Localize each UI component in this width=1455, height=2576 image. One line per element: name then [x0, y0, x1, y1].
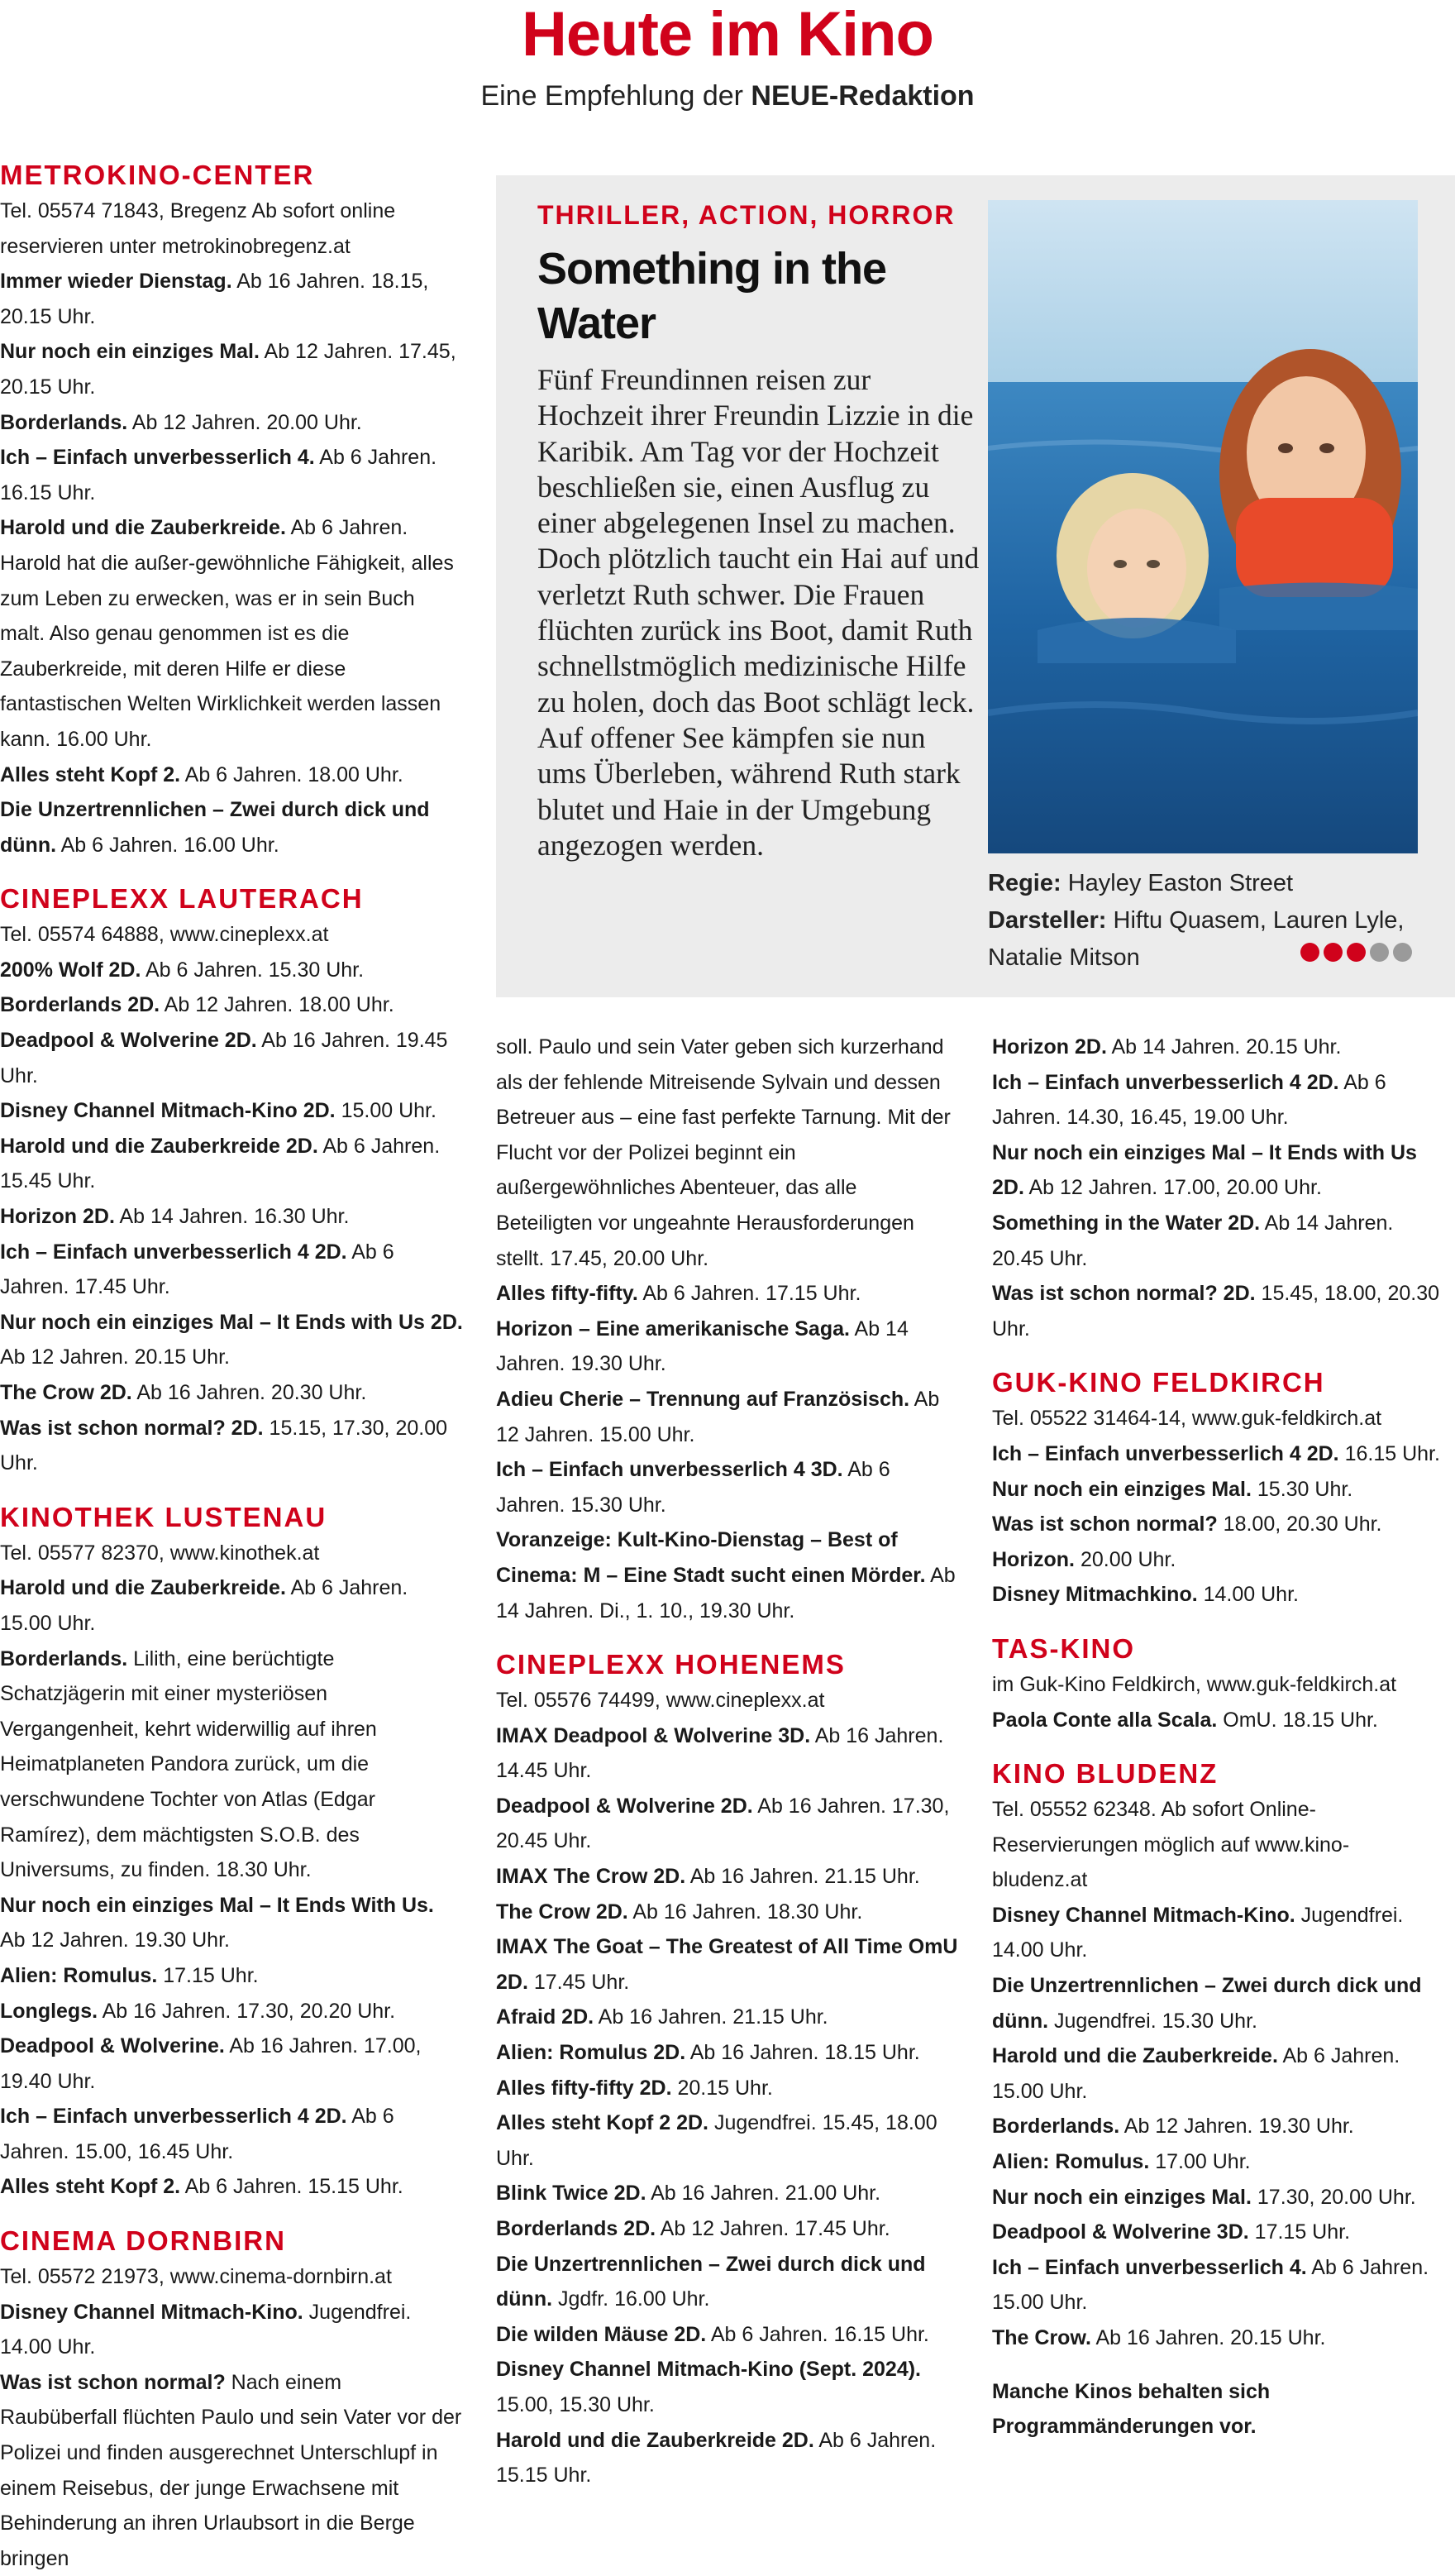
film-listing [496, 1895, 959, 1930]
film-details: Ab 16 Jahren. 21.00 Uhr. [646, 2182, 881, 2206]
film-title: IMAX The Crow 2D. [496, 1865, 686, 1889]
film-listing [0, 2295, 463, 2365]
film-details: 17.45 Uhr. [527, 1970, 630, 1994]
darsteller-label: Darsteller: [988, 907, 1107, 934]
darsteller-value: Hiftu Quasem, Lauren Lyle, Natalie Mitson [988, 907, 1405, 971]
footer-note [992, 2374, 1443, 2445]
feature-genre: THRILLER, ACTION, HORROR [537, 200, 956, 230]
rating-dot-filled [1324, 943, 1343, 962]
film-details: Ab 6 Jahren. 17.15 Uhr. [637, 1282, 861, 1306]
film-details: 15.30 Uhr. [1251, 1477, 1353, 1501]
film-listing [496, 2423, 959, 2493]
film-details: Ab 16 Jahren. 18.30 Uhr. [627, 1900, 863, 1924]
film-title: Borderlands. [0, 410, 128, 434]
rating-dot-empty [1393, 943, 1412, 962]
film-listing [0, 334, 463, 404]
film-title: Harold und die Zauberkreide. [0, 516, 286, 540]
film-title: The Crow 2D. [0, 1381, 132, 1404]
cinema-taskino [992, 1631, 1443, 1737]
cinema-lustenau [0, 1499, 463, 2205]
film-details: Ab 16 Jahren. 20.30 Uhr. [131, 1381, 367, 1404]
cinema-feldkirch [992, 1364, 1443, 1613]
film-listing [496, 2000, 959, 2035]
film-title: Die Unzertrennlichen – Zwei durch dick und dünn. [496, 2252, 926, 2311]
film-title: IMAX Deadpool & Wolverine 3D. [496, 1723, 811, 1747]
film-listing [992, 2038, 1443, 2109]
film-details: Ab 14 Jahren. 16.30 Uhr. [114, 1205, 350, 1229]
film-title: Disney Channel Mitmach-Kino. [0, 2300, 303, 2324]
film-details: Ab 16 Jahren. 18.15 Uhr. [685, 2041, 920, 2065]
film-listing [0, 1305, 463, 1375]
film-details: Ab 6 Jahren. 15.00, 16.45 Uhr. [0, 2105, 394, 2163]
film-title: Was ist schon normal? 2D. [992, 1282, 1256, 1306]
film-title: Borderlands 2D. [496, 2217, 656, 2240]
rating-dot-filled [1347, 943, 1366, 962]
film-details: soll. Paulo und sein Vater geben sich kurzerhand als der fehlende Mitreisende Sylvain und dessen Betreuer aus – eine fast perfekte Tarnung. Mit der Flucht vor der Polizei beginnt ein außergewöhnliches Abenteuer, das alle Beteiligten vor ungeahnte Herausforderungen stellt. 17.45, 20.00 Uhr. [496, 1035, 951, 1270]
film-title: Was ist schon normal? [0, 2370, 226, 2394]
film-details: Ab 6 Jahren. 15.00 Uhr. [0, 1576, 408, 1635]
film-title: Alles steht Kopf 2. [0, 2175, 181, 2199]
film-title: Afraid 2D. [496, 2005, 594, 2029]
film-title: Immer wieder Dienstag. [0, 270, 232, 294]
film-listing [0, 264, 463, 334]
cinema-info: Tel. 05576 74499, www.cineplexx.at [496, 1689, 825, 1713]
film-title: Harold und die Zauberkreide. [992, 2044, 1278, 2068]
film-listing [496, 1382, 959, 1452]
film-title: Blink Twice 2D. [496, 2182, 646, 2206]
film-details: Ab 6 Jahren. 15.15 Uhr. [180, 2175, 403, 2199]
cinema-dornbirn [0, 2223, 463, 2576]
cinema-name: CINEMA DORNBIRN [0, 2225, 286, 2257]
film-title: Longlegs. [0, 1999, 98, 2023]
cinema-hohenems-continued [992, 1030, 1443, 1346]
film-details: Ab 16 Jahren. 21.15 Uhr. [685, 1865, 920, 1889]
film-title: Borderlands. [0, 1646, 128, 1670]
film-title: Die Unzertrennlichen – Zwei durch dick und dünn. [0, 798, 430, 857]
film-listing [496, 2071, 959, 2106]
film-details: Ab 6 Jahren. 15.00 Uhr. [992, 2255, 1429, 2315]
film-details: 15.00, 15.30 Uhr. [496, 2392, 655, 2416]
cinema-hohenems [496, 1646, 959, 2493]
cinema-name: CINEPLEXX HOHENEMS [496, 1649, 846, 1680]
column-2 [496, 1030, 959, 2493]
regie-label: Regie: [988, 870, 1061, 896]
film-title: Nur noch ein einziges Mal – It Ends with Us 2D. [0, 1310, 463, 1334]
film-details: Ab 6 Jahren. Harold hat die außer-gewöhnliche Fähigkeit, alles zum Leben zu erwecken, was er in sein Buch malt. Also genau genommen ist es die Zauberkreide, mit deren Hilfe er diese fantastischen Welten Wirklichkeit werden lassen kann. 16.00 Uhr. [0, 516, 454, 751]
film-details: Ab 6 Jahren. 15.30 Uhr. [496, 1458, 890, 1517]
page-subtitle [0, 78, 1455, 114]
film-listing [496, 2317, 959, 2353]
film-details: Ab 6 Jahren. 16.15 Uhr. [706, 2322, 929, 2346]
film-details: 15.00 Uhr. [335, 1099, 436, 1123]
film-title: The Crow 2D. [496, 1900, 628, 1924]
film-listing [992, 1968, 1443, 2038]
film-details: Ab 12 Jahren. 20.00 Uhr. [127, 410, 362, 434]
film-listing [496, 1522, 959, 1628]
footer-note-text: Manche Kinos behalten sich Programmänderungen vor. [992, 2379, 1271, 2439]
film-listing [496, 1312, 959, 1382]
film-listing [0, 1411, 463, 1481]
cinema-info: Tel. 05577 82370, www.kinothek.at [0, 1541, 320, 1565]
film-details: Ab 6 Jahren. 15.00 Uhr. [992, 2044, 1400, 2103]
film-title: IMAX The Goat – The Greatest of All Time OmU 2D. [496, 1935, 958, 1994]
cinema-lauterach [0, 881, 463, 1481]
film-title: Alles fifty-fifty. [496, 1282, 638, 1306]
subtitle-bold: NEUE-Redaktion [751, 80, 975, 112]
film-listing [0, 1570, 463, 1641]
film-title: Disney Channel Mitmach-Kino. [992, 1903, 1295, 1927]
movie-still-illustration [988, 200, 1418, 853]
film-details: Ab 6 Jahren. 15.30 Uhr. [141, 958, 365, 982]
film-listing [992, 1135, 1443, 1206]
regie-value: Hayley Easton Street [1067, 870, 1294, 896]
film-title: The Crow. [992, 2326, 1091, 2349]
film-listing [496, 1789, 959, 1859]
film-details: Ab 16 Jahren. 18.15, 20.15 Uhr. [0, 270, 429, 328]
film-title: Alles steht Kopf 2. [0, 762, 181, 786]
cinema-dornbirn-continued [496, 1030, 959, 1628]
film-details: OmU. 18.15 Uhr. [1217, 1708, 1378, 1732]
film-listing [496, 2352, 959, 2422]
subtitle-prefix: Eine Empfehlung der [480, 80, 751, 112]
film-title: Nur noch ein einziges Mal. [992, 1477, 1252, 1501]
film-title: Alien: Romulus. [0, 1963, 158, 1987]
film-details: Ab 6 Jahren. 16.00 Uhr. [56, 833, 279, 857]
film-details: Ab 6 Jahren. 16.15 Uhr. [0, 446, 437, 504]
film-title: Ich – Einfach unverbesserlich 4 2D. [992, 1441, 1339, 1465]
cinema-info: Tel. 05522 31464-14, www.guk-feldkirch.at [992, 1407, 1382, 1431]
film-title: Deadpool & Wolverine 2D. [496, 1794, 753, 1818]
film-listing [0, 2099, 463, 2169]
film-listing [0, 1199, 463, 1235]
film-listing [0, 440, 463, 510]
film-title: Ich – Einfach unverbesserlich 4 3D. [496, 1458, 843, 1482]
film-title: Alles fifty-fifty 2D. [496, 2076, 672, 2100]
film-listing [992, 1507, 1443, 1542]
film-details: Ab 14 Jahren. 20.15 Uhr. [1106, 1035, 1342, 1059]
film-title: Horizon 2D. [992, 1035, 1107, 1059]
film-title: Horizon. [992, 1547, 1075, 1571]
film-title: Was ist schon normal? 2D. [0, 1416, 264, 1440]
film-listing [992, 2109, 1443, 2144]
film-title: Adieu Cherie – Trennung auf Französisch. [496, 1387, 910, 1411]
rating-dot-filled [1300, 943, 1319, 962]
film-details: Ab 6 Jahren. 14.30, 16.45, 19.00 Uhr. [992, 1070, 1386, 1130]
film-details: Nach einem Raubüberfall flüchten Paulo und sein Vater vor der Polizei und finden ausgerechnet Unterschlupf in einem Reisebus, der junge Erwachsene mit Behinderung an ihren Urlaubsort in die Berge bringen [0, 2370, 462, 2570]
film-listing [0, 987, 463, 1023]
film-title: Ich – Einfach unverbesserlich 4 2D. [992, 1070, 1339, 1094]
film-title: Harold und die Zauberkreide 2D. [0, 1134, 318, 1158]
film-listing [992, 1206, 1443, 1276]
film-listing [992, 2180, 1443, 2215]
cinema-info: im Guk-Kino Feldkirch, www.guk-feldkirch.at [992, 1672, 1397, 1696]
film-details: Jugendfrei. 15.30 Uhr. [1048, 2009, 1257, 2033]
film-details: 14.00 Uhr. [1197, 1583, 1299, 1607]
film-listing [0, 1375, 463, 1411]
cinema-info: Tel. 05552 62348. Ab sofort Online-Reservierungen möglich auf www.kino-bludenz.at [992, 1798, 1350, 1892]
cinema-name: CINEPLEXX LAUTERACH [0, 883, 364, 915]
film-listing [496, 2035, 959, 2071]
film-details: 17.15 Uhr. [1248, 2220, 1351, 2244]
rating-dots [1300, 943, 1416, 966]
film-title: Voranzeige: Kult-Kino-Dienstag – Best of Cinema: M – Eine Stadt sucht einen Mörder. [496, 1528, 926, 1587]
film-title: Horizon – Eine amerikanische Saga. [496, 1317, 850, 1341]
cinema-name: TAS-KINO [992, 1632, 1136, 1664]
film-listing [496, 2105, 959, 2176]
film-title: Deadpool & Wolverine 3D. [992, 2220, 1249, 2244]
cinema-name: METROKINO-CENTER [0, 160, 315, 190]
rating-dot-empty [1370, 943, 1389, 962]
film-title: Disney Mitmachkino. [992, 1583, 1198, 1607]
film-listing [496, 1859, 959, 1895]
film-details: Ab 16 Jahren. 21.15 Uhr. [594, 2005, 828, 2029]
film-title: Deadpool & Wolverine 2D. [0, 1029, 257, 1053]
film-listing [0, 1642, 463, 1888]
film-title: Harold und die Zauberkreide. [0, 1576, 286, 1600]
film-details: 15.15, 17.30, 20.00 Uhr. [0, 1416, 448, 1475]
film-listing [0, 953, 463, 988]
movie-still-image [988, 200, 1418, 853]
film-listing [0, 758, 463, 793]
film-listing [496, 2176, 959, 2211]
film-listing [0, 1958, 463, 1994]
cinema-info: Tel. 05572 21973, www.cinema-dornbirn.at [0, 2265, 392, 2289]
film-title: Nur noch ein einziges Mal. [0, 340, 260, 364]
film-listing [992, 2215, 1443, 2250]
film-details: Ab 14 Jahren. 19.30 Uhr. [496, 1317, 909, 1376]
film-title: Alien: Romulus 2D. [496, 2041, 686, 2065]
film-listing [0, 1093, 463, 1129]
film-listing [992, 2250, 1443, 2320]
film-details: Ab 14 Jahren. 20.45 Uhr. [992, 1211, 1394, 1270]
film-listing [496, 1718, 959, 1789]
film-details: Ab 12 Jahren. 19.30 Uhr. [0, 1928, 230, 1952]
film-listing [0, 792, 463, 863]
film-details: Ab 16 Jahren. 14.45 Uhr. [496, 1723, 944, 1783]
page-title: Heute im Kino [522, 0, 933, 69]
cinema-info: Tel. 05574 64888, www.cineplexx.at [0, 923, 329, 947]
film-details: Ab 12 Jahren. 19.30 Uhr. [1119, 2115, 1354, 2139]
film-listing [0, 2169, 463, 2205]
film-title: Nur noch ein einziges Mal – It Ends with Us 2D. [992, 1140, 1417, 1200]
film-listing [992, 1472, 1443, 1508]
film-listing [992, 1276, 1443, 1346]
film-listing [992, 1577, 1443, 1613]
film-title: Disney Channel Mitmach-Kino 2D. [0, 1099, 336, 1123]
film-listing [0, 1023, 463, 1093]
film-title: Disney Channel Mitmach-Kino (Sept. 2024). [496, 2358, 921, 2382]
column-3 [992, 1030, 1443, 2445]
film-details: Ab 6 Jahren. 18.00 Uhr. [180, 762, 403, 786]
film-details: Jgdfr. 16.00 Uhr. [552, 2287, 710, 2311]
cinema-bludenz [992, 1756, 1443, 2356]
film-details: Ab 6 Jahren. 17.45 Uhr. [0, 1240, 394, 1299]
film-title: Alles steht Kopf 2 2D. [496, 2111, 708, 2135]
film-details: 16.15 Uhr. [1338, 1441, 1440, 1465]
film-details: 17.15 Uhr. [157, 1963, 259, 1987]
film-details: Ab 16 Jahren. 17.30, 20.45 Uhr. [496, 1794, 950, 1853]
cinema-metrokino [0, 157, 463, 863]
film-listing [496, 1452, 959, 1522]
film-listing [0, 1235, 463, 1305]
film-title: Ich – Einfach unverbesserlich 4. [0, 446, 315, 470]
film-listing [496, 2247, 959, 2317]
film-details: 18.00, 20.30 Uhr. [1217, 1513, 1382, 1537]
film-details: Ab 16 Jahren. 17.00, 19.40 Uhr. [0, 2034, 422, 2093]
film-details: Ab 6 Jahren. 15.15 Uhr. [496, 2428, 937, 2488]
film-title: Nur noch ein einziges Mal – It Ends With Us. [0, 1893, 434, 1917]
cinema-name: KINOTHEK LUSTENAU [0, 1501, 327, 1532]
film-title: Die Unzertrennlichen – Zwei durch dick und dünn. [992, 1974, 1422, 2033]
film-listing [0, 1129, 463, 1199]
film-listing [496, 1276, 959, 1312]
film-details: Jugendfrei. 14.00 Uhr. [0, 2300, 412, 2359]
film-details: Ab 14 Jahren. Di., 1. 10., 19.30 Uhr. [496, 1563, 956, 1623]
film-listing [0, 2365, 463, 2576]
film-title: Was ist schon normal? [992, 1513, 1218, 1537]
film-listing [992, 1065, 1443, 1135]
film-listing [992, 2144, 1443, 2180]
film-listing [992, 1703, 1443, 1738]
film-listing [992, 2320, 1443, 2356]
cinema-name: GUK-KINO FELDKIRCH [992, 1367, 1325, 1398]
film-details: Jugendfrei. 15.45, 18.00 Uhr. [496, 2111, 937, 2170]
film-listing [992, 1436, 1443, 1472]
film-details: Ab 12 Jahren. 17.45 Uhr. [656, 2217, 890, 2240]
film-details: 20.00 Uhr. [1075, 1547, 1176, 1571]
film-details: Ab 12 Jahren. 20.15 Uhr. [0, 1345, 230, 1369]
column-1 [0, 157, 463, 2576]
film-title: Die wilden Mäuse 2D. [496, 2322, 707, 2346]
film-details: Ab 12 Jahren. 17.00, 20.00 Uhr. [1023, 1176, 1322, 1200]
film-listing [0, 1888, 463, 1958]
film-details: Lilith, eine berüchtigte Schatzjägerin mit einer mysteriösen Vergangenheit, kehrt widerwillig auf ihren Heimatplaneten Pandora zurück, um die verschwundene Tochter von Atlas (Edgar Ramírez), dem mächtigsten S.O.B. des Universums, zu finden. 18.30 Uhr. [0, 1646, 377, 1882]
film-details: 20.15 Uhr. [671, 2076, 773, 2100]
film-listing [992, 1030, 1443, 1065]
film-title: Borderlands 2D. [0, 993, 160, 1017]
film-title: Ich – Einfach unverbesserlich 4 2D. [0, 2105, 347, 2129]
film-title: Ich – Einfach unverbesserlich 4 2D. [0, 1240, 347, 1264]
film-listing [496, 1030, 959, 1276]
film-details: Ab 12 Jahren. 18.00 Uhr. [160, 993, 394, 1017]
film-details: 17.30, 20.00 Uhr. [1251, 2185, 1416, 2209]
film-title: Horizon 2D. [0, 1205, 115, 1229]
film-details: Jugendfrei. 14.00 Uhr. [992, 1903, 1404, 1962]
film-details: Ab 12 Jahren. 17.45, 20.15 Uhr. [0, 340, 456, 399]
film-details: Ab 6 Jahren. 15.45 Uhr. [0, 1134, 441, 1193]
film-listing [0, 1994, 463, 2029]
film-details: 17.00 Uhr. [1149, 2150, 1251, 2174]
film-listing [0, 405, 463, 441]
film-details: Ab 16 Jahren. 19.45 Uhr. [0, 1029, 448, 1087]
film-listing [496, 1929, 959, 2000]
film-title: Paola Conte alla Scala. [992, 1708, 1218, 1732]
film-details: 15.45, 18.00, 20.30 Uhr. [992, 1282, 1440, 1341]
film-title: Ich – Einfach unverbesserlich 4. [992, 2255, 1307, 2279]
film-title: Something in the Water 2D. [992, 1211, 1261, 1235]
film-details: Ab 12 Jahren. 15.00 Uhr. [496, 1387, 940, 1446]
film-listing [992, 1542, 1443, 1578]
film-title: Nur noch ein einziges Mal. [992, 2185, 1252, 2209]
film-title: Borderlands. [992, 2115, 1120, 2139]
film-title: Deadpool & Wolverine. [0, 2034, 225, 2058]
feature-title: Something in the Water [537, 244, 886, 348]
film-title: Harold und die Zauberkreide 2D. [496, 2428, 814, 2452]
film-listing [992, 1898, 1443, 1968]
film-details: Ab 16 Jahren. 20.15 Uhr. [1090, 2326, 1326, 2349]
film-title: Alien: Romulus. [992, 2150, 1150, 2174]
film-listing [0, 2029, 463, 2099]
feature-text: Fünf Freundinnen reisen zur Hochzeit ihrer Freundin Lizzie in die Karibik. Am Tag vor der Hochzeit beschließen sie, einen Ausflug zu einer abgelegenen Insel zu machen. Doch plötzlich taucht ein Hai auf und verletzt Ruth schwer. Die Frauen flüchten zurück ins Boot, damit Ruth schnellstmöglich medizinische Hilfe zu holen, doch das Boot schlägt leck. Auf offener See kämpfen sie nun ums Überleben, während Ruth stark blutet und Haie in der Umgebung angezogen werden. [537, 363, 980, 862]
cinema-name: KINO BLUDENZ [992, 1758, 1219, 1790]
film-listing [496, 2211, 959, 2247]
cinema-info: Tel. 05574 71843, Bregenz Ab sofort online reservieren unter metrokinobregenz.at [0, 199, 396, 258]
film-title: 200% Wolf 2D. [0, 958, 141, 982]
film-listing [0, 510, 463, 757]
film-details: Ab 16 Jahren. 17.30, 20.20 Uhr. [98, 1999, 396, 2023]
